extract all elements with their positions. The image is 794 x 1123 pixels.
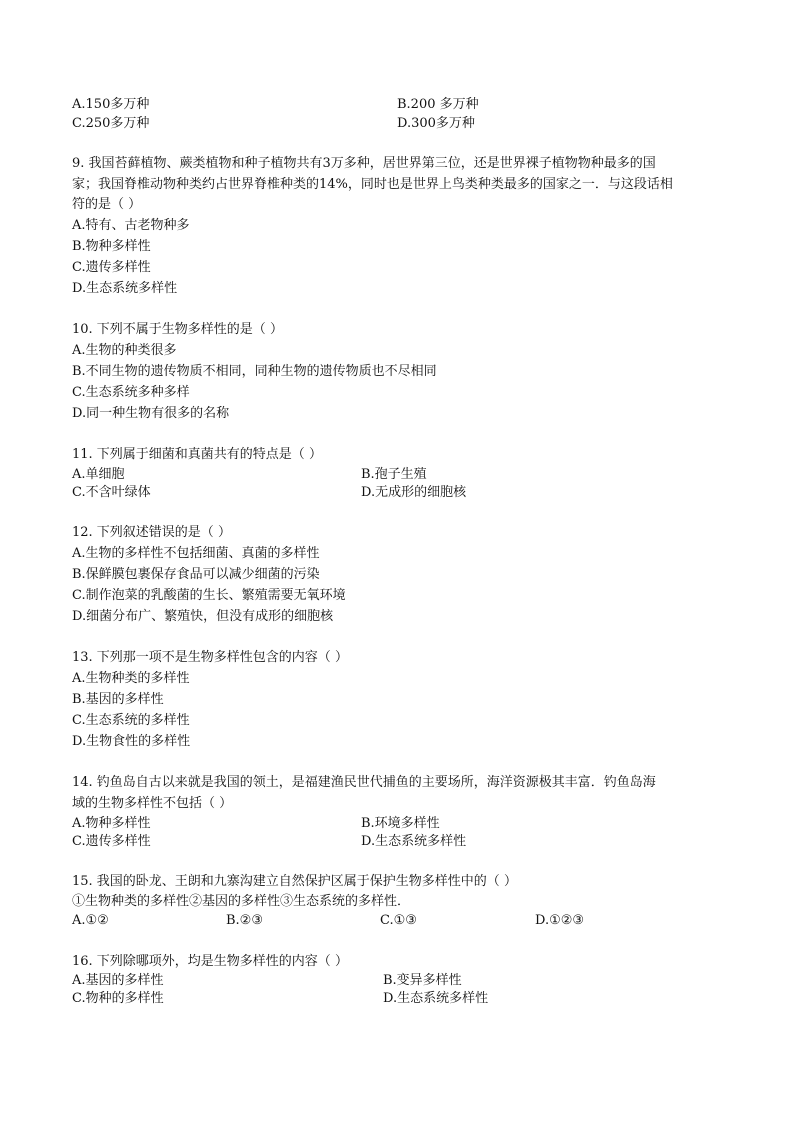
q16-option-c: C.物种的多样性 <box>72 991 164 1006</box>
q16-stem: 16. 下列除哪项外，均是生物多样性的内容（ ） <box>72 954 348 969</box>
q14-option-a: A.物种多样性 <box>72 816 151 831</box>
q8-option-b: B.200 多万种 <box>397 97 479 112</box>
q16-option-a: A.基因的多样性 <box>72 973 164 988</box>
q12-option-c: C.制作泡菜的乳酸菌的生长、繁殖需要无氧环境 <box>72 588 346 603</box>
q10-option-c: C.生态系统多种多样 <box>72 385 190 400</box>
q12-stem: 12. 下列叙述错误的是（ ） <box>72 525 231 540</box>
q16-option-b: B.变异多样性 <box>383 973 462 988</box>
q9-option-a: A.特有、古老物种多 <box>72 218 190 233</box>
q14-stem-line-2: 域的生物多样性不包括（ ） <box>72 796 233 811</box>
q10-option-b: B.不同生物的遗传物质不相同，同种生物的遗传物质也不尽相同 <box>72 364 437 379</box>
q8-option-d: D.300多万种 <box>397 116 475 131</box>
q15-option-a: A.①② <box>72 913 109 928</box>
q13-option-c: C.生态系统的多样性 <box>72 713 190 728</box>
q11-option-b: B.孢子生殖 <box>361 467 427 482</box>
q10-option-d: D.同一种生物有很多的名称 <box>72 406 230 421</box>
q9-option-c: C.遗传多样性 <box>72 260 151 275</box>
q9-stem-line-3: 符的是（ ） <box>72 197 142 212</box>
q11-option-d: D.无成形的细胞核 <box>361 485 467 500</box>
q13-option-d: D.生物食性的多样性 <box>72 734 191 749</box>
q12-option-a: A.生物的多样性不包括细菌、真菌的多样性 <box>72 546 320 561</box>
q14-stem-line-1: 14. 钓鱼岛自古以来就是我国的领土，是福建渔民世代捕鱼的主要场所，海洋资源极其丰富．钓鱼岛海 <box>72 775 656 790</box>
q14-option-c: C.遗传多样性 <box>72 834 151 849</box>
q15-stem: 15. 我国的卧龙、王朗和九寨沟建立自然保护区属于保护生物多样性中的（ ） <box>72 874 517 889</box>
q16-option-d: D.生态系统多样性 <box>383 991 489 1006</box>
q15-option-b: B.②③ <box>226 913 263 928</box>
q11-stem: 11. 下列属于细菌和真菌共有的特点是（ ） <box>72 447 322 462</box>
q8-option-c: C.250多万种 <box>72 116 150 131</box>
q10-stem: 10. 下列不属于生物多样性的是（ ） <box>72 322 283 337</box>
q11-option-c: C.不含叶绿体 <box>72 485 151 500</box>
q9-stem-line-2: 家；我国脊椎动物种类约占世界脊椎种类的14%，同时也是世界上鸟类种类最多的国家之一．与这段话相 <box>72 177 673 192</box>
q9-option-d: D.生态系统多样性 <box>72 281 178 296</box>
q12-option-b: B.保鲜膜包裹保存食品可以减少细菌的污染 <box>72 567 320 582</box>
q13-option-b: B.基因的多样性 <box>72 692 164 707</box>
q15-option-d: D.①②③ <box>535 913 585 928</box>
q11-option-a: A.单细胞 <box>72 467 125 482</box>
q13-option-a: A.生物种类的多样性 <box>72 671 190 686</box>
q9-option-b: B.物种多样性 <box>72 239 151 254</box>
q9-stem-line-1: 9. 我国苔藓植物、蕨类植物和种子植物共有3万多种，居世界第三位，还是世界裸子植物物种最多的国 <box>72 156 656 171</box>
q8-option-a: A.150多万种 <box>72 97 150 112</box>
q10-option-a: A.生物的种类很多 <box>72 343 177 358</box>
q14-option-b: B.环境多样性 <box>361 816 440 831</box>
q13-stem: 13. 下列那一项不是生物多样性包含的内容（ ） <box>72 650 348 665</box>
q15-option-c: C.①③ <box>380 913 417 928</box>
q12-option-d: D.细菌分布广、繁殖快，但没有成形的细胞核 <box>72 609 334 624</box>
q14-option-d: D.生态系统多样性 <box>361 834 467 849</box>
q15-note: ①生物种类的多样性②基因的多样性③生态系统的多样性． <box>72 894 411 909</box>
